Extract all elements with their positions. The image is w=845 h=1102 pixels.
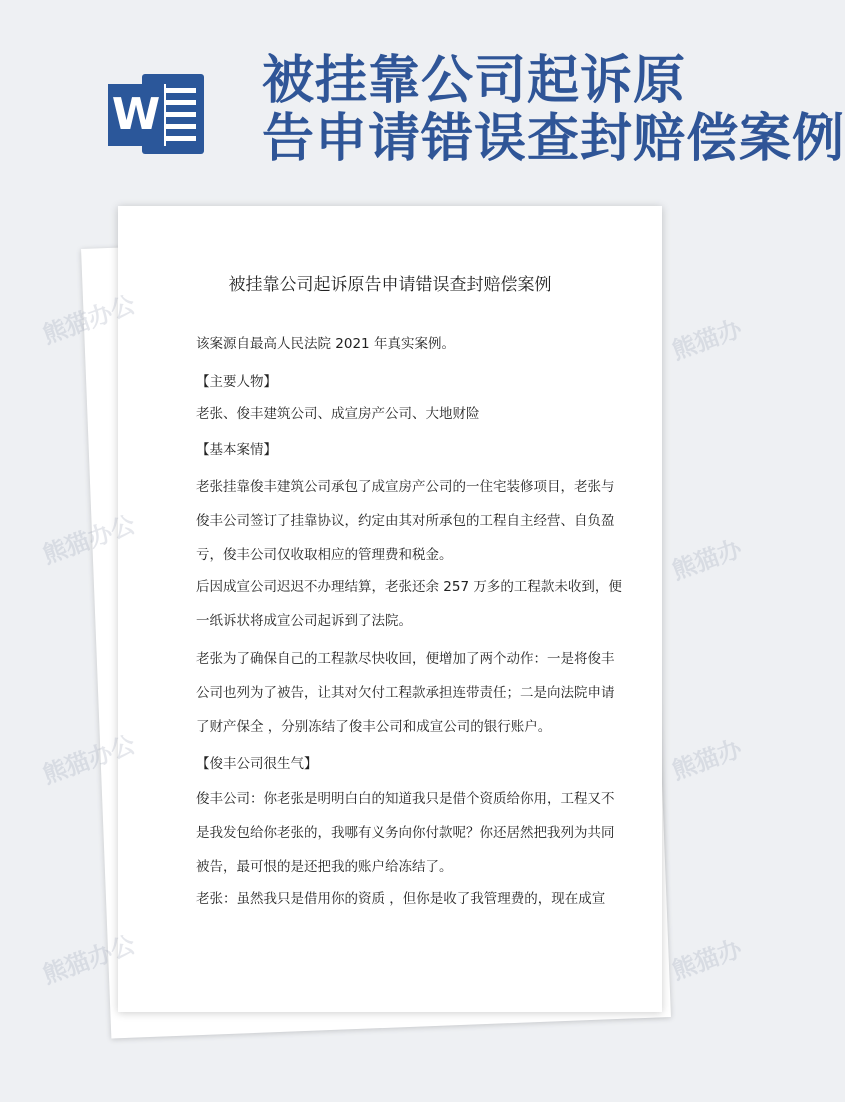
watermark: 熊猫办	[668, 314, 746, 366]
word-logo-letter: W	[108, 84, 164, 146]
watermark: 熊猫办公	[38, 730, 139, 790]
watermark: 熊猫办	[668, 734, 746, 786]
heading-basic-case: 【基本案情】	[196, 442, 277, 458]
banner-title-line-2: 告申请错误查封赔偿案例	[262, 109, 845, 169]
heading-junfeng-angry: 【俊丰公司很生气】	[196, 756, 318, 772]
paragraph-case-2: 后因成宣公司迟迟不办理结算，老张还余 257 万多的工程款未收到，便一纸诉状将成宣公司起诉到了法院。	[196, 579, 622, 629]
paragraph-source: 该案源自最高人民法院 2021 年真实案例。	[196, 336, 455, 352]
paragraph-persons: 老张、俊丰建筑公司、成宣房产公司、大地财险	[196, 406, 480, 422]
document-page	[118, 206, 662, 1012]
watermark: 熊猫办	[668, 534, 746, 586]
paragraph-laozhang: 老张：虽然我只是借用你的资质 ，但你是收了我管理费的，现在成宣	[196, 891, 606, 907]
document-title: 被挂靠公司起诉原告申请错误查封赔偿案例	[228, 275, 552, 295]
paragraph-junfeng: 俊丰公司：你老张是明明白白的知道我只是借个资质给你用，工程又不是我发包给你老张的，我哪有义务向你付款呢？你还居然把我列为共同被告，最可恨的是还把我的账户给冻结了。	[196, 791, 615, 875]
heading-main-persons: 【主要人物】	[196, 374, 277, 390]
word-logo-icon	[108, 66, 208, 162]
watermark: 熊猫办公	[38, 290, 139, 350]
banner-title-line-1: 被挂靠公司起诉原	[262, 51, 687, 111]
banner-title	[262, 51, 845, 169]
watermark: 熊猫办公	[38, 930, 139, 990]
paragraph-case-1: 老张挂靠俊丰建筑公司承包了成宣房产公司的一住宅装修项目，老张与俊丰公司签订了挂靠协议，约定由其对所承包的工程自主经营、自负盈亏，俊丰公司仅收取相应的管理费和税金。	[196, 479, 615, 563]
paragraph-case-3: 老张为了确保自己的工程款尽快收回，便增加了两个动作：一是将俊丰公司也列为了被告，让其对欠付工程款承担连带责任；二是向法院申请了财产保全 ，分别冻结了俊丰公司和成宣公司的银行账户。	[196, 651, 615, 735]
watermark: 熊猫办	[668, 934, 746, 986]
watermark: 熊猫办公	[38, 510, 139, 570]
